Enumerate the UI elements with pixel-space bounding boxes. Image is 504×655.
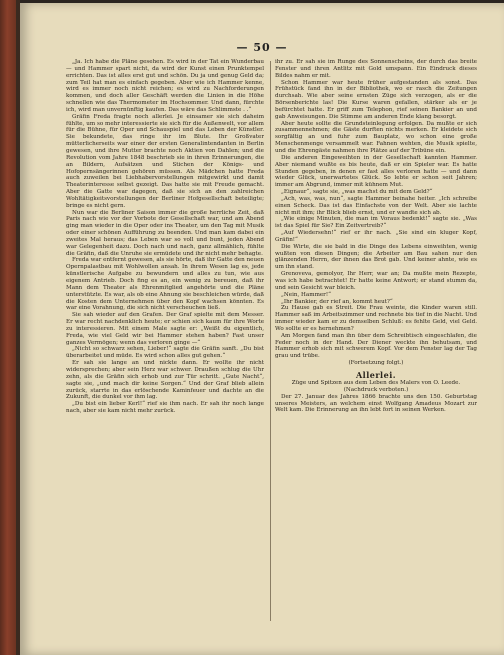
right-paragraph-5: „Eignaur“, sagte sie, „was machst du mit dem Geld?“ xyxy=(281,189,433,196)
right-paragraph-12: „Ihr Bankier, der rief an, kommt heut?“ xyxy=(281,298,393,305)
left-paragraph-1: „Ja. Ich habe die Pläne gesehen. Es wird in der Tat ein Wunderbau — und Hammer spart nicht, da wird der Kunst einen Prunktempel errichten. Das ist alles erst gut und schön. Du ja und genug Geld da; zum Teil hat man es einfach gegeben. Aber wie ich Hammer kenne, wird es immer noch nicht reichen; es wird zu Nachforderungen kommen, und doch aller Geschäft werden die Linien in die Höhe schnellen wie das Thermometer im Hochsommer. Und dann, fürchte ich, wird man unvernünftig kaufen. Das wäre das Schlimmste . .“ xyxy=(66,59,264,113)
book-page xyxy=(20,3,504,655)
right-paragraph-14: Am Morgen fand man ihn über dem Schreibtisch eingeschlafen, die Feder noch in der Hand. Der Diener weckte ihn behutsam, und Hammer erhob sich mit schwerem Kopf. Vor dem Fenster lag der Tag grau und trübe. xyxy=(275,332,477,360)
left-paragraph-5: Sie sah wieder auf den Grafen. Der Graf spielte mit dem Messer. Er war recht nachdenklich heute; er schien sich kaum für ihre Worte zu interessieren. Mit einem Male sagte er: „Weißt du eigentlich, Freda, wie viel Geld wir bei Hammer stehen haben? Fast unser ganzes Vermögen; wenn das verloren ginge —“ xyxy=(66,312,264,346)
page-number: — 50 — xyxy=(236,41,288,54)
section-note: (Nachdruck verboten.) xyxy=(343,386,409,393)
left-paragraph-7: Er sah sie lange an und nickte dann. Er wollte ihr nicht widersprechen; aber sein Herz war schwer. Draußen schlug die Uhr zehn, als die Gräfin sich erhob und zur Tür schritt. „Gute Nacht“, sagte sie, „und mach dir keine Sorgen.“ Und der Graf blieb allein zurück, starrte in das erlöschende Kaminfeuer und dachte an die Zukunft, die dunkel vor ihm lag. xyxy=(66,360,264,401)
right-paragraph-13: Zu Hause gab es Streit. Die Frau weinte, die Kinder waren still. Hammer saß im Arbeitszimmer und rechnete bis tief in die Nacht. Und immer wieder kam er zu demselben Schluß: es fehlte Geld, viel Geld. Wo sollte er es hernehmen? xyxy=(275,305,477,332)
left-paragraph-2: Gräfin Freda fragte noch allerlei. Je einsamer sie sich daheim fühlte, um so mehr interessierte sie sich für die Außenwelt, vor allem für die Bühne, für Oper und Schauspiel und das Leben der Künstler. Sie bekundete, das ringe ihr im Blute. Ihr Großvater mütterlicherseits war einer der ersten Generalintendanten in Berlin gewesen, und ihre Mutter brachte noch Aktien von Dahlen; und die Revolution vom Jahre 1848 beschrieb sie in ihren Erinnerungen, die an Bildern, Aufsätzen und Stichen der Königs- und Hofopernsängerinnen gehören müssen. Als Mädchen hatte Freda auch zuweilen bei Liebhabervorstellungen mitgewirkt und damit Theaterinteresse selbst gezeigt. Das hatte sie mit Freude gemacht. Aber die Gatte war dagegen, daß sie sich an den zahlreichen Wohltätigkeitsvorstellungen der Berliner Hofgesellschaft beteiligte; bringe es nicht gern. xyxy=(66,113,264,209)
section-text: Der 27. Januar des Jahres 1866 brachte uns den 150. Geburtstag unseres Meisters, an welchem einst Wolfgang Amadeus Mozart zur Welt kam. Die Erinnerung an ihn lebt fort in seinen Werken. xyxy=(275,393,477,414)
right-paragraph-10: Grenoveva, gemolyor, Ihr Herr, war an; Da mußte mein Rezepte, was ich habe betrachtet! Er hatte keine Antwort; er stand stumm da, und sein Gesicht war bleich. xyxy=(275,271,477,291)
section-title: Allerlei. xyxy=(355,369,397,380)
left-paragraph-4: Freda war entfernt gewesen, als sie hörte, daß ihr Gatte den neuen Opernpalastbau mit Wohlwollen ansah. In ihrem Wesen lag es, jede künstlerische Aufgabe zu bewundern und alles zu tun, wie aus eigenem Antrieb. Doch fing es an, ein wenig zu bereuen, daß ihr Mann dem Theater als Ehrenmitglied angehörte und die Pläne unterstützte. Es war, als ob eine Ahnung sie beschleichen würde, daß die Kosten dem Unternehmen über den Kopf wachsen könnten. Es war eine Vorahnung, die sich nicht verscheuchen ließ. xyxy=(66,257,264,312)
book-spine xyxy=(0,0,16,655)
right-paragraph-9: Die Wirte, die sie bald in die Dinge des Lebens einweihten, wenig wußten von diesen Dingen; die Arbeiter am Bau sahen nur den glänzenden Herrn, der ihnen das Brot gab. Und keiner ahnte, wie es um ihn stand. xyxy=(275,243,477,271)
right-paragraph-7: „Wie einige Minuten, die man im Voraus bedenkt!“ sagte sie. „Was ist das Spiel für Sie? Ein Zeitvertreib?“ xyxy=(275,216,477,230)
column-divider xyxy=(270,61,271,621)
left-paragraph-6: „Nicht so schwarz sehen, Lieber!“ sagte die Gräfin sanft. „Du bist überarbeitet und müde. Es wird schon alles gut gehen.“ xyxy=(66,346,264,360)
right-paragraph-4: Die anderen Eingeweihten in der Gesellschaft kannten Hammer. Aber niemand wußte es bis heute, daß er ein Spieler war. Es hatte Stunden gegeben, in denen er fast alles verloren hatte — und dann wieder Glück, unerwartetes Glück. So lebte er schon seit Jahren; immer am Abgrund, immer mit kühnem Mut. xyxy=(275,154,477,189)
right-paragraph-11: „Nein, Hammer!“ xyxy=(281,291,331,298)
right-paragraph-2: Schon Hammer war heute früher aufgestanden als sonst. Das Frühstück fand ihn in der Bibliothek, wo er rasch die Zeitungen durchsah. Wie aber seine ernsten Züge sich verzogen, als er die Börsenberichte las! Die Kurse waren gefallen, stärker als er je befürchtet hatte. Er griff zum Telephon, rief seinen Bankier an und gab Anweisungen. Die Stimme am anderen Ende klang besorgt. xyxy=(275,79,477,120)
right-paragraph-3: Aber heute sollte die Grundsteinlegung erfolgen. Da mußte er sich zusammennehmen; die Gäste durften nichts merken. Er kleidete sich sorgfältig an und fuhr zum Bauplatz, wo schon eine große Menschenmenge versammelt war. Fahnen wehten, die Musik spielte, und die Ehrengäste nahmen ihre Plätze auf der Tribüne ein. xyxy=(275,120,477,154)
right-paragraph-8: „Auf Wiedersehn!“ rief er ihr nach. „Sie sind ein kluger Kopf, Gräfin!“ xyxy=(275,230,477,243)
left-column xyxy=(66,59,264,629)
left-paragraph-3: Nun war die Berliner Saison immer die große herrliche Zeit, daß Paris nach wie vor der Vorbote der Gesellschaft war, und am Abend ging man wieder in die Oper oder ins Theater, um den Tag mit Musik oder einer schönen Aufführung zu beenden. Und man kam dabei ein zweites Mal heraus; das Leben war so voll und bunt, jeden Abend war Gelegenheit dazu. Doch nach und nach, ganz allmählich, fühlte die Gräfin, daß die Unruhe sie ermüdete und ihr nicht mehr behagte. xyxy=(66,209,264,257)
right-paragraph-1: ihr zu. Er sah sie im Runge des Sonnenscheins, der durch das breite Fenster und ihren Antlitz mit Gold umspann. Ein Eindruck dieses Bildes nahm er mit. xyxy=(275,59,477,79)
section-subtitle: Züge und Spitzen aus dem Leben des Malers von O. Leede. xyxy=(291,379,461,386)
continuation-note: (Fortsetzung folgt.) xyxy=(348,360,404,367)
left-paragraph-8: „Du bist ein lieber Kerl!“ rief sie ihm nach. Er sah ihr noch lange nach, aber sie kam nicht mehr zurück. xyxy=(66,401,264,415)
right-column xyxy=(275,59,477,629)
right-paragraph-6: „Ach, was, was, nun“, sagte Hammer beinahe heiter. „Ich schreibe einen Scheck. Das ist das Einfachste von der Welt. Aber sie lachte nicht mit ihm; ihr Blick blieb ernst, und er wandte sich ab. xyxy=(275,195,477,216)
